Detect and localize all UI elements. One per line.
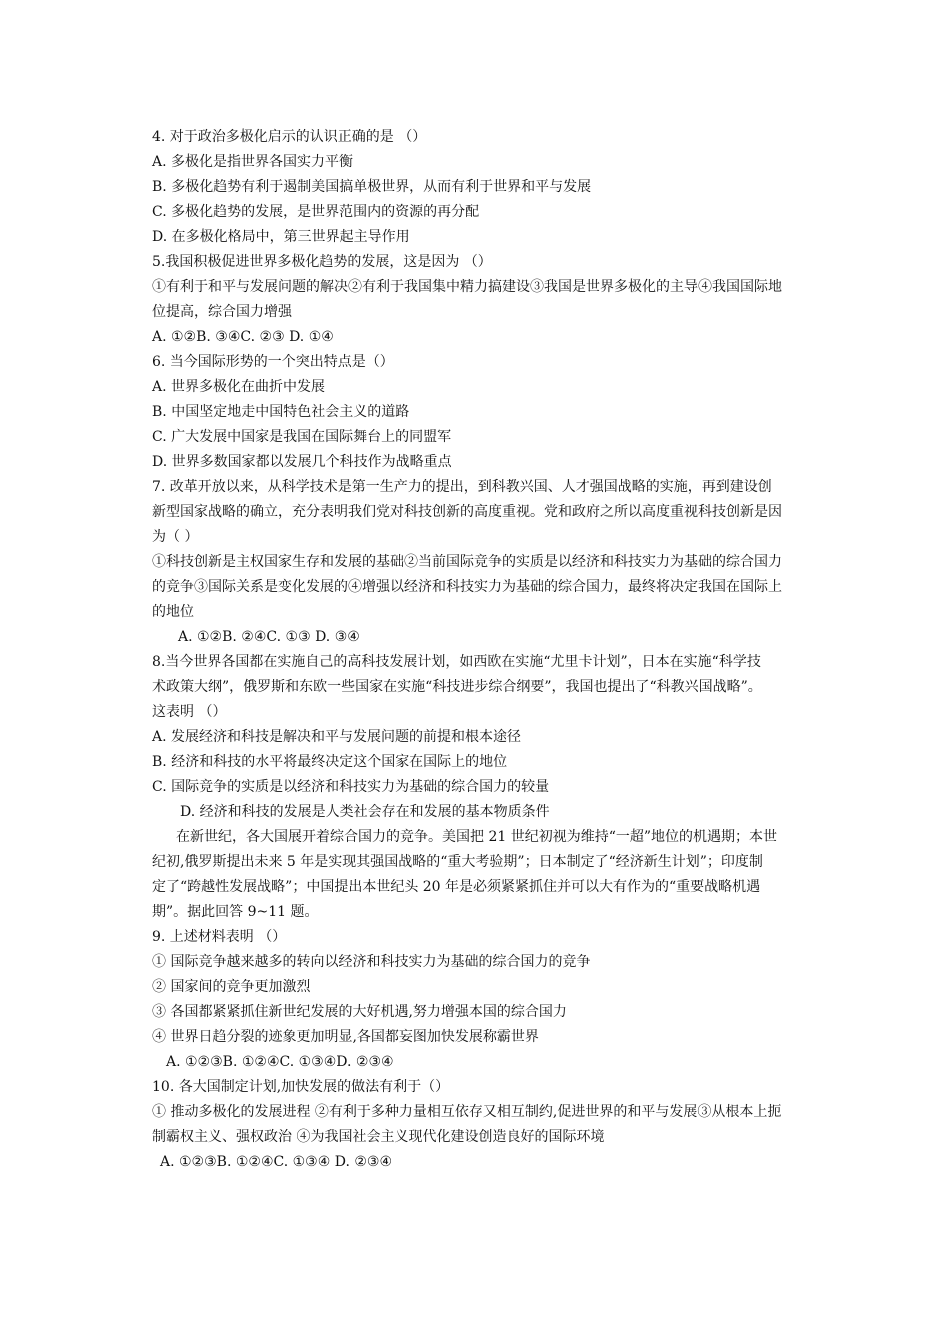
question-5-stem: 5.我国积极促进世界多极化趋势的发展，这是因为 （） — [152, 254, 492, 270]
question-4-option-c: C. 多极化趋势的发展，是世界范围内的资源的再分配 — [152, 204, 480, 220]
question-6-option-d: D. 世界多数国家都以发展几个科技作为战略重点 — [152, 454, 452, 470]
material-paragraph-end: 期”。据此回答 9~11 题。 — [152, 904, 319, 920]
question-7-stem-cont: 新型国家战略的确立，充分表明我们党对科技创新的高度重视。党和政府之所以高度重视科技创新是因 — [152, 504, 782, 520]
question-7-statements: ①科技创新是主权国家生存和发展的基础②当前国际竞争的实质是以经济和科技实力为基础的综合国力 — [152, 554, 782, 570]
question-10-statements-cont: 制霸权主义、强权政治 ④为我国社会主义现代化建设创造良好的国际环境 — [152, 1129, 605, 1145]
question-5-statements: ①有利于和平与发展问题的解决②有利于我国集中精力搞建设③我国是世界多极化的主导④我国国际地 — [152, 279, 782, 295]
question-4-stem: 4. 对于政治多极化启示的认识正确的是 （） — [152, 129, 427, 145]
question-4-option-d: D. 在多极化格局中，第三世界起主导作用 — [152, 229, 410, 245]
question-9-stem: 9. 上述材料表明 （） — [152, 929, 287, 945]
question-5-statements-cont: 位提高，综合国力增强 — [152, 304, 292, 320]
question-8-option-a: A. 发展经济和科技是解决和平与发展问题的前提和根本途径 — [152, 729, 522, 745]
question-10-statements: ① 推动多极化的发展进程 ②有利于多种力量相互依存又相互制约,促进世界的和平与发展③从根本上扼 — [152, 1104, 782, 1120]
question-8-option-b: B. 经济和科技的水平将最终决定这个国家在国际上的地位 — [152, 754, 508, 770]
question-7-options: A. ①②B. ②④C. ①③ D. ③④ — [178, 629, 360, 645]
question-10-options: A. ①②③B. ①②④C. ①③④ D. ②③④ — [160, 1154, 392, 1170]
material-paragraph: 在新世纪，各大国展开着综合国力的竞争。美国把 21 世纪初视为维持“一超”地位的机遇期；本世 — [176, 829, 778, 845]
question-6-option-c: C. 广大发展中国家是我国在国际舞台上的同盟军 — [152, 429, 452, 445]
question-8-option-c: C. 国际竞争的实质是以经济和科技实力为基础的综合国力的较量 — [152, 779, 550, 795]
question-7-statements-cont: 的竞争③国际关系是变化发展的④增强以经济和科技实力为基础的综合国力，最终将决定我国在国际上 — [152, 579, 782, 595]
material-paragraph-cont: 纪初,俄罗斯提出未来 5 年是实现其强国战略的“重大考验期”；日本制定了“经济新生计划”；印度制 — [152, 854, 763, 870]
question-9-statement-1: ① 国际竞争越来越多的转向以经济和科技实力为基础的综合国力的竞争 — [152, 954, 591, 970]
question-4-option-b: B. 多极化趋势有利于遏制美国搞单极世界，从而有利于世界和平与发展 — [152, 179, 592, 195]
question-8-stem-end: 这表明 （） — [152, 704, 227, 720]
question-9-statement-2: ② 国家间的竞争更加激烈 — [152, 979, 311, 995]
question-6-option-a: A. 世界多极化在曲折中发展 — [152, 379, 326, 395]
question-6-option-b: B. 中国坚定地走中国特色社会主义的道路 — [152, 404, 410, 420]
question-9-statement-3: ③ 各国都紧紧抓住新世纪发展的大好机遇,努力增强本国的综合国力 — [152, 1004, 567, 1020]
question-9-options: A. ①②③B. ①②④C. ①③④D. ②③④ — [166, 1054, 394, 1070]
question-7-stem: 7. 改革开放以来，从科学技术是第一生产力的提出，到科教兴国、人才强国战略的实施，再到建设创 — [152, 479, 772, 495]
question-5-options: A. ①②B. ③④C. ②③ D. ①④ — [152, 329, 334, 345]
question-8-stem-cont: 术政策大纲”，俄罗斯和东欧一些国家在实施“科技进步综合纲要”，我国也提出了“科教兴国战略”。 — [152, 679, 762, 695]
question-4-option-a: A. 多极化是指世界各国实力平衡 — [152, 154, 354, 170]
question-9-statement-4: ④ 世界日趋分裂的迹象更加明显,各国都妄图加快发展称霸世界 — [152, 1029, 539, 1045]
question-7-statements-end: 的地位 — [152, 604, 194, 620]
question-8-stem: 8.当今世界各国都在实施自己的高科技发展计划，如西欧在实施“尤里卡计划”，日本在实施“科学技 — [152, 654, 761, 670]
material-paragraph-cont-2: 定了“跨越性发展战略”；中国提出本世纪头 20 年是必须紧紧抓住并可以大有作为的“重要战略机遇 — [152, 879, 761, 895]
question-7-stem-end: 为（ ） — [152, 529, 199, 545]
question-6-stem: 6. 当今国际形势的一个突出特点是（） — [152, 354, 394, 370]
question-10-stem: 10. 各大国制定计划,加快发展的做法有利于（） — [152, 1079, 450, 1095]
question-8-option-d: D. 经济和科技的发展是人类社会存在和发展的基本物质条件 — [180, 804, 550, 820]
